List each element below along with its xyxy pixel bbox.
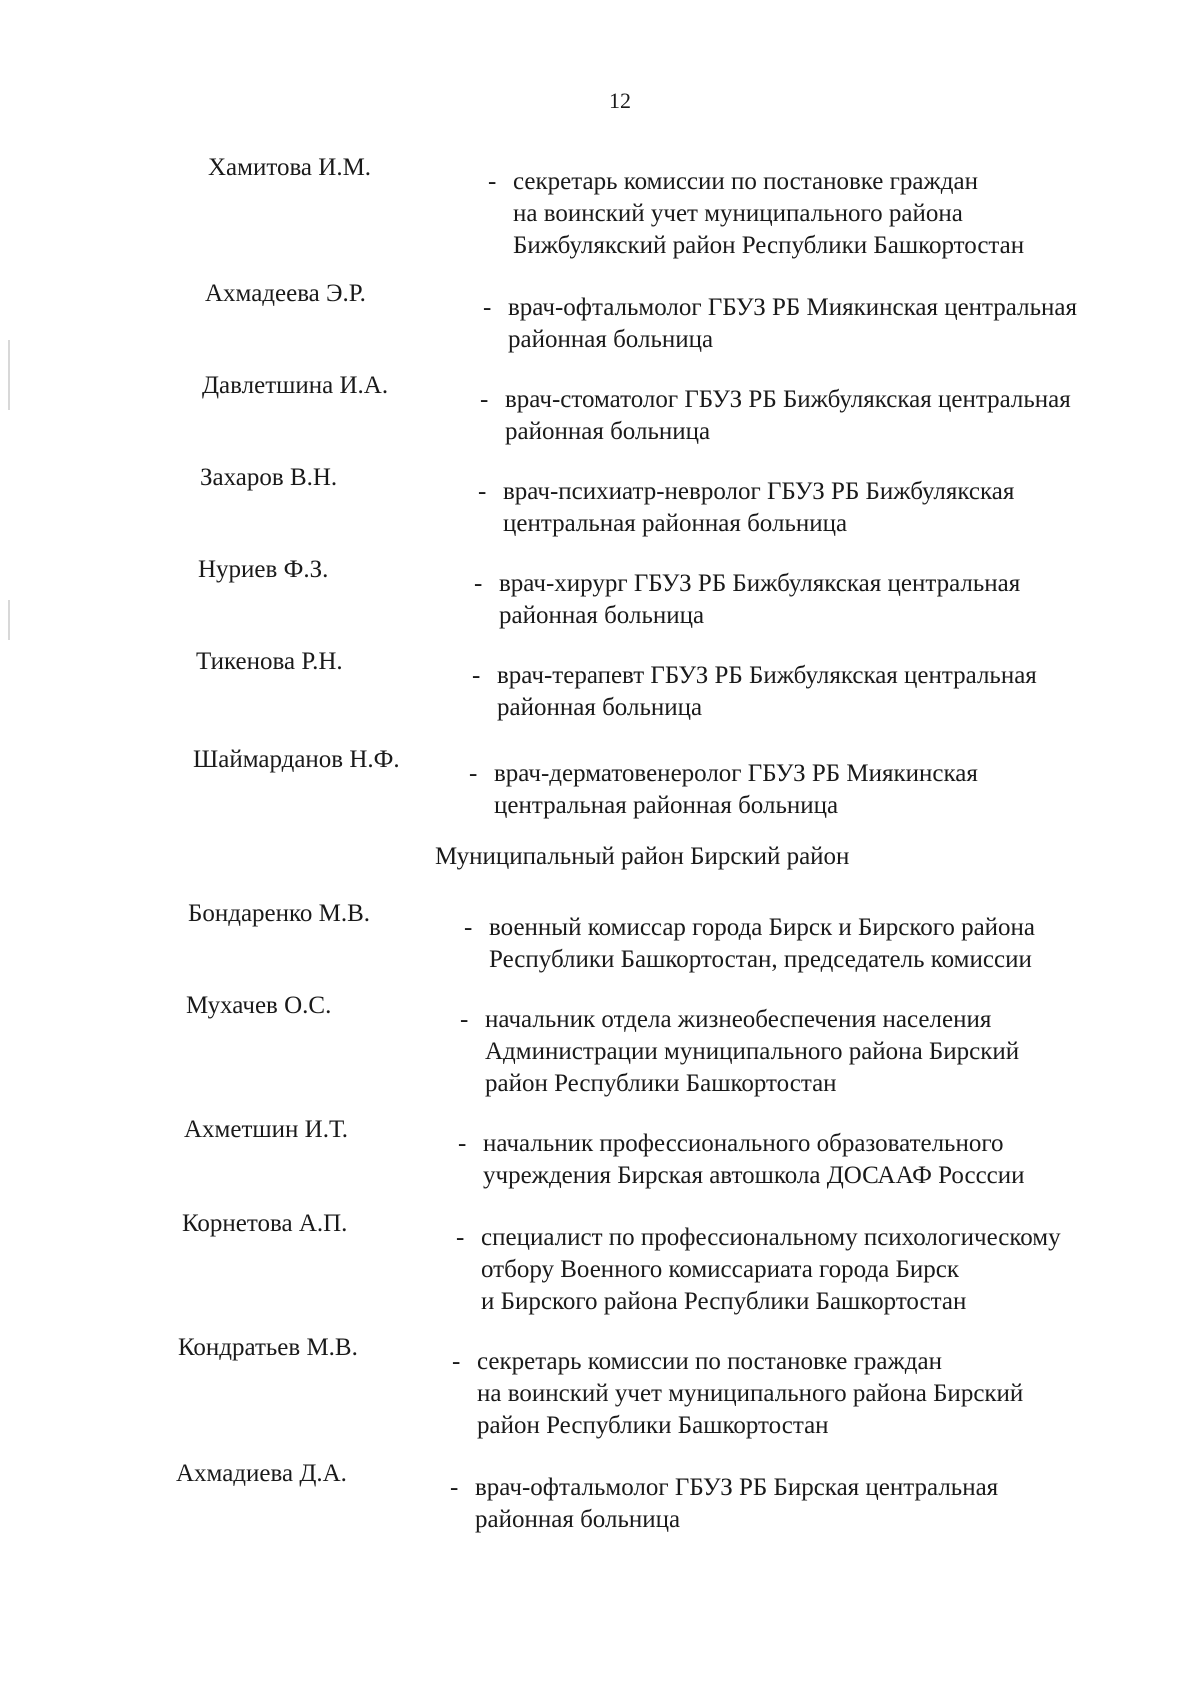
page-number: 12 <box>609 88 631 113</box>
person-role: врач-дерматовенеролог ГБУЗ РБ Миякинская центральная районная больница <box>494 760 978 819</box>
person-name: Ахметшин И.Т. <box>184 1116 348 1143</box>
person-role: врач-стоматолог ГБУЗ РБ Бижбулякская центральная районная больница <box>505 386 1071 445</box>
dash: - <box>469 760 478 787</box>
dash: - <box>452 1348 461 1375</box>
dash: - <box>478 478 487 505</box>
dash: - <box>474 570 483 597</box>
person-name: Корнетова А.П. <box>182 1210 348 1237</box>
dash: - <box>460 1006 469 1033</box>
scan-artifact <box>8 600 10 640</box>
person-name: Захаров В.Н. <box>200 464 338 491</box>
dash: - <box>480 386 489 413</box>
person-name: Давлетшина И.А. <box>202 372 389 399</box>
person-name: Мухачев О.С. <box>186 992 332 1019</box>
person-role: специалист по профессиональному психологическому отбору Военного комиссариата города Бирск и Бирского района Республики Башкортостан <box>481 1224 1061 1315</box>
person-name: Ахмадеева Э.Р. <box>205 280 366 307</box>
person-role: начальник отдела жизнеобеспечения населения Администрации муниципального района Бирский район Республики Башкортостан <box>485 1006 1020 1097</box>
dash: - <box>456 1224 465 1251</box>
person-name: Ахмадиева Д.А. <box>176 1460 347 1487</box>
person-name: Кондратьев М.В. <box>178 1334 358 1361</box>
person-name: Шаймарданов Н.Ф. <box>193 746 400 773</box>
person-role: врач-терапевт ГБУЗ РБ Бижбулякская центральная районная больница <box>497 662 1037 721</box>
scan-artifact <box>8 340 10 410</box>
person-role: военный комиссар города Бирск и Бирского района Республики Башкортостан, председатель комиссии <box>489 914 1036 973</box>
person-role: секретарь комиссии по постановке граждан на воинский учет муниципального района Бижбулякский район Республики Башкортостан <box>513 168 1025 259</box>
dash: - <box>464 914 473 941</box>
person-role: врач-офтальмолог ГБУЗ РБ Миякинская центральная районная больница <box>508 294 1077 353</box>
section-title: Муниципальный район Бирский район <box>435 843 850 870</box>
dash: - <box>450 1474 459 1501</box>
person-name: Бондаренко М.В. <box>188 900 371 927</box>
person-role: секретарь комиссии по постановке граждан на воинский учет муниципального района Бирский район Республики Башкортостан <box>477 1348 1024 1439</box>
person-role: врач-офтальмолог ГБУЗ РБ Бирская центральная районная больница <box>475 1474 999 1533</box>
person-name: Нуриев Ф.З. <box>198 556 329 583</box>
person-name: Тикенова Р.Н. <box>196 648 343 675</box>
person-name: Хамитова И.М. <box>208 154 372 181</box>
person-role: врач-хирург ГБУЗ РБ Бижбулякская центральная районная больница <box>499 570 1021 629</box>
person-role: врач-психиатр-невролог ГБУЗ РБ Бижбулякская центральная районная больница <box>503 478 1015 537</box>
person-role: начальник профессионального образовательного учреждения Бирская автошкола ДОСААФ Росссии <box>483 1130 1025 1189</box>
dash: - <box>483 294 492 321</box>
dash: - <box>488 168 497 195</box>
dash: - <box>472 662 481 689</box>
dash: - <box>458 1130 467 1157</box>
